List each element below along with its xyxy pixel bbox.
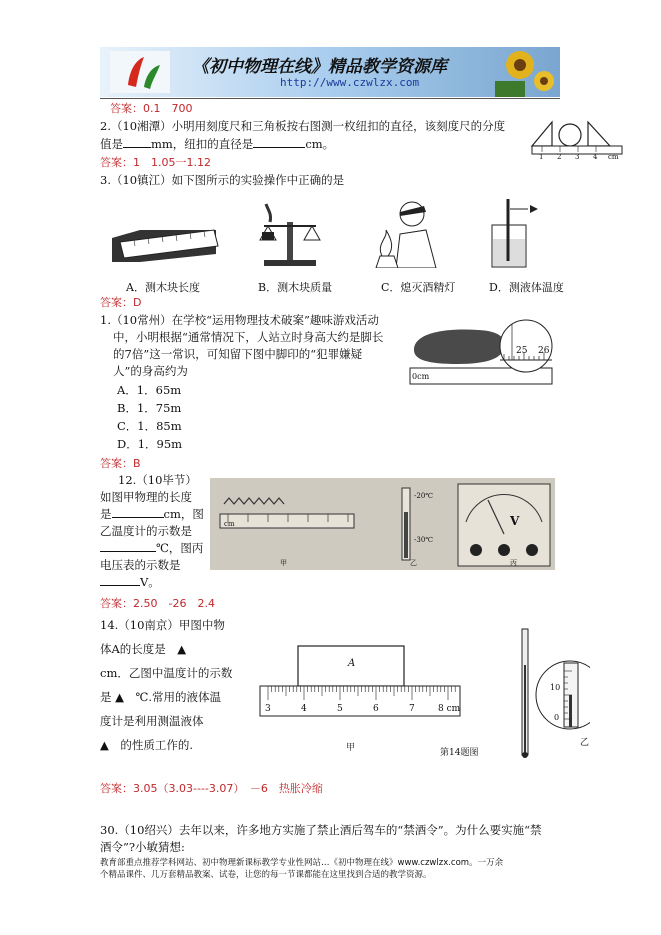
- terminal-icon: [526, 544, 538, 556]
- q14-tick-3: 3: [265, 704, 271, 714]
- q12-text-d: V。: [140, 575, 160, 589]
- q1-option-d: D．1．95m: [117, 437, 183, 451]
- q12-text-b: cm，图: [163, 507, 204, 521]
- q14-figure-ruler: [258, 640, 468, 765]
- q12-answer: 答案：2.50 -26 2.4: [100, 597, 215, 610]
- q12-label-v: V: [510, 514, 520, 528]
- q1-line1: 1.（10常州）在学校“运用物理技术破案”趣味游戏活动: [100, 313, 379, 327]
- fp-label-0cm: 0cm: [412, 372, 430, 381]
- ruler-label-4: 4: [593, 153, 598, 161]
- q1-line3: 的7倍”这一常识，可知留下图中脚印的“犯罪嫌疑: [113, 347, 363, 361]
- ruler-label-2: 2: [557, 153, 562, 161]
- fp-label-26: 26: [538, 346, 550, 356]
- q12-line2: [100, 507, 204, 522]
- q1-option-a: A．1．65m: [117, 383, 182, 397]
- q14-tick-4: 4: [301, 704, 307, 714]
- q3-option-a: A．测木块长度: [126, 281, 200, 294]
- q14-caption-yi: 乙: [580, 738, 590, 748]
- q12-label-cm: cm: [224, 520, 235, 528]
- q12-line4: [100, 541, 203, 556]
- terminal-icon: [470, 544, 482, 556]
- q14-answer: 答案：3.05（3.03----3.07） －6 热胀冷缩: [100, 782, 323, 795]
- q3-option-c: C．熄灭酒精灯: [381, 281, 456, 294]
- q12-label-bing: 丙: [510, 559, 517, 567]
- q14-line4: 是 ▲ ℃.常用的液体温: [100, 690, 222, 704]
- q14-line2: 体A的长度是 ▲: [100, 642, 187, 656]
- q14-line6: ▲ 的性质工作的.: [100, 738, 193, 752]
- q2-text-a: 值是: [100, 137, 123, 151]
- q2-answer: 答案：1 1.05一1.12: [100, 156, 211, 169]
- ruler-label-3: 3: [575, 153, 580, 161]
- q1-figure-footprint: [408, 316, 554, 386]
- q30-line2: 酒令”?小敏猜想:: [100, 840, 185, 854]
- ruler-label-1: 1: [539, 153, 544, 161]
- therm-label-0: 0: [554, 713, 560, 722]
- fp-label-25: 25: [516, 346, 528, 356]
- q12-line1: 如图甲物理的长度: [100, 490, 192, 504]
- hand-icon: [266, 204, 271, 222]
- footprint-icon: [414, 330, 504, 364]
- q12-blank-1[interactable]: [112, 507, 164, 518]
- button-circle-icon: [559, 124, 581, 146]
- q3-answer: 答案：D: [100, 296, 142, 309]
- q12-line0: 12.（10毕节）: [118, 473, 197, 487]
- q14-tick-8cm: 8 cm: [438, 704, 461, 714]
- q12-figure: [210, 478, 555, 570]
- q12-line5: 电压表的示数是: [100, 558, 181, 572]
- terminal-icon: [498, 544, 510, 556]
- q12-blank-3[interactable]: [100, 575, 140, 586]
- q12-text-a: 是: [100, 507, 112, 521]
- q14-block-label: A: [348, 658, 356, 669]
- q1-answer: 答案：B: [100, 457, 141, 470]
- banner-title: 《初中物理在线》精品教学资源库: [192, 57, 447, 77]
- q12-label-minus20: -20℃: [414, 492, 434, 500]
- q2-blank-2[interactable]: [253, 137, 305, 148]
- q2-text-c: cm。: [305, 137, 335, 151]
- q12-label-yi: 乙: [410, 559, 417, 567]
- ruler-label-cm: cm: [608, 153, 619, 161]
- q2-line2: [100, 137, 334, 152]
- flame-icon: [380, 230, 391, 256]
- footer-line1: 教育部重点推荐学科网站、初中物理新课标教学专业性网站…《初中物理在线》www.czwlzx.com。一万余: [100, 858, 504, 868]
- q30-line1: 30.（10绍兴）去年以来，许多地方实施了禁止酒后驾车的“禁酒令”。为什么要实施“禁: [100, 823, 542, 837]
- q12-label-jia: 甲: [280, 559, 287, 567]
- q12-line3: 乙温度计的示数是: [100, 524, 192, 538]
- footer-line2: 个精品课件、几万套精品教案、试卷，让您的每一节课都能在这里找到合适的教学资源。: [100, 870, 432, 880]
- q12-blank-2[interactable]: [100, 541, 156, 552]
- prev-answer: 答案：0.1 700: [110, 102, 193, 115]
- q14-tick-6: 6: [373, 704, 379, 714]
- q3-option-b: B．测木块质量: [258, 281, 333, 294]
- eye-icon: [530, 205, 538, 213]
- q14-line5: 度计是利用测温液体: [100, 714, 204, 728]
- q3-figure-c: [370, 198, 440, 268]
- q1-option-c: C．1．85m: [117, 419, 182, 433]
- q12-line6: [100, 575, 160, 590]
- q14-tick-7: 7: [409, 704, 415, 714]
- q14-caption-jia: 甲: [346, 743, 356, 753]
- q3-figure-b: [258, 200, 322, 268]
- q3-line1: 3.（10镇江）如下图所示的实验操作中正确的是: [100, 173, 345, 187]
- q3-figure-d: [486, 195, 544, 269]
- q14-tick-5: 5: [337, 704, 343, 714]
- banner-url[interactable]: http://www.czwlzx.com: [280, 76, 420, 89]
- q1-option-b: B．1．75m: [117, 401, 182, 415]
- q12-text-c: ℃，图丙: [156, 541, 204, 555]
- q14-figure-thermometer: [510, 625, 590, 760]
- header-banner: [100, 47, 560, 97]
- q14-caption-title: 第14题图: [440, 748, 479, 758]
- q2-text-b: mm，纽扣的直径是: [151, 137, 254, 151]
- q3-figure-a: [110, 218, 222, 268]
- q14-line3: cm．乙图中温度计的示数: [100, 666, 233, 680]
- therm-label-10: 10: [550, 683, 561, 692]
- q2-line1: 2.（10湘潭）小明用刻度尺和三角板按右图测一枚纽扣的直径，该刻度尺的分度: [100, 119, 506, 133]
- q2-blank-1[interactable]: [123, 137, 151, 148]
- q1-line2: 中，小明根据“通常情况下，人站立时身高大约是脚长: [113, 330, 384, 344]
- q2-figure-ruler: [530, 118, 625, 164]
- q1-line4: 人”的身高约为: [113, 364, 188, 378]
- banner-underline: [100, 98, 560, 99]
- q3-option-d: D．测液体温度: [489, 281, 564, 294]
- q14-line1: 14.（10南京）甲图中物: [100, 618, 225, 632]
- q12-label-minus30: -30℃: [414, 536, 434, 544]
